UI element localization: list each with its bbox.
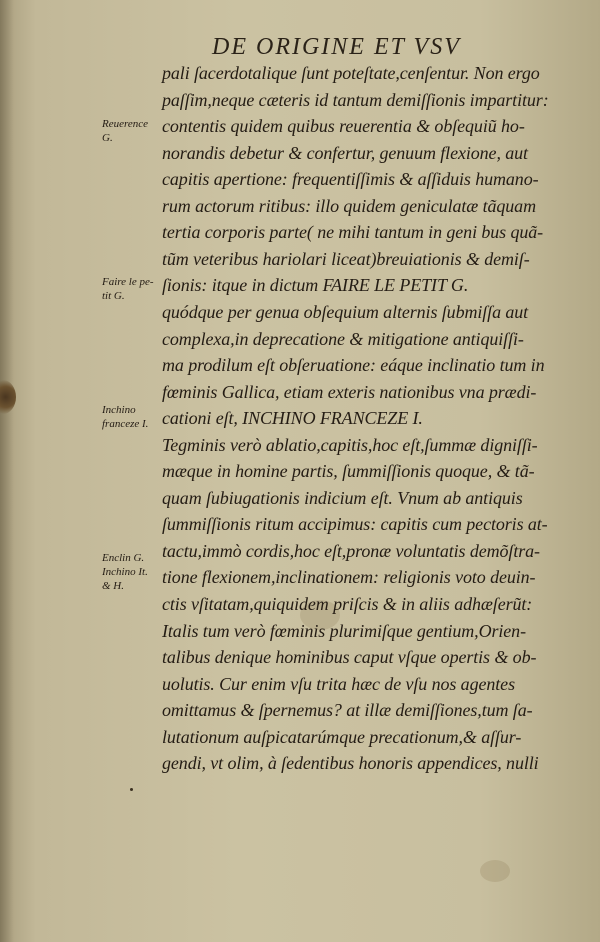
margin-note-line: Inchino It.	[102, 566, 148, 578]
body-line: ctis vſitatam,quiquidem priſcis & in aliis adhæſerũt:	[162, 594, 533, 614]
gutter-shadow	[0, 0, 14, 942]
body-line: norandis debetur & confertur, genuum flexione, aut	[162, 142, 528, 163]
margin-note-line: Faire le pe-	[102, 276, 154, 288]
running-head: DE ORIGINE ET VSV	[212, 34, 461, 60]
body-line: quódque per genua obſequium alternis ſubmiſſa aut	[162, 301, 529, 322]
body-line: quam ſubiugationis indicium eſt. Vnum ab antiquis	[162, 487, 523, 508]
body-line: ſummiſſionis ritum accipimus: capitis cum pectoris at-	[162, 514, 548, 535]
body-line: cationi eſt, INCHINO FRANCEZE I.	[162, 408, 423, 429]
body-line: ma prodilum eſt obſeruatione: eáque inclinatio tum in	[162, 355, 545, 376]
body-line: ſionis: itque in dictum FAIRE LE PETIT G.	[162, 275, 469, 296]
body-line: tactu,immò cordis,hoc eſt,pronæ voluntatis demõſtra-	[162, 540, 540, 561]
margin-note-line: franceze I.	[102, 418, 149, 430]
margin-note-faire-le-petit	[102, 275, 154, 303]
body-line: tertia corporis parte( ne mihi tantum in geni bus quã-	[162, 222, 544, 243]
foxing-spot	[480, 860, 510, 882]
body-line: contentis quidem quibus reuerentia & obſequiũ ho-	[162, 116, 525, 137]
margin-note-line: & H.	[102, 580, 124, 592]
body-line: mæque in homine partis, ſummiſſionis quoque, & tã-	[162, 461, 535, 482]
margin-note-line: G.	[102, 132, 113, 144]
body-line: complexa,in deprecatione & mitigatione antiquiſſi-	[162, 328, 524, 349]
body-line: fœminis Gallica, etiam exteris nationibus vna prædi-	[162, 381, 537, 402]
margin-note-inchino-franceze	[102, 403, 148, 431]
margin-note-line: Reuerence	[102, 118, 149, 130]
body-line: Italis tum verò fœminis plurimiſque gentium,Orien-	[162, 620, 526, 641]
printers-mark	[130, 788, 133, 791]
body-line: pali ſacerdotalique ſunt poteſtate,cenſentur. Non ergo	[162, 63, 540, 83]
margin-note-reuerence	[102, 117, 148, 145]
margin-note-line: Inchino	[102, 404, 136, 416]
body-line: Tegminis verò ablatio,capitis,hoc eſt,ſummæ digniſſi-	[162, 434, 538, 455]
body-line: gendi, vt olim, à ſedentibus honoris appendices, nulli	[162, 753, 539, 774]
margin-note-line: Enclin G.	[102, 552, 145, 564]
body-line: tũm veteribus hariolari liceat)breuiationis & demiſ-	[162, 248, 530, 269]
margin-note-line: tit G.	[102, 290, 125, 302]
margin-note-enclin	[102, 551, 148, 593]
body-line: talibus denique hominibus caput vſque opertis & ob-	[162, 647, 537, 668]
body-line: uolutis. Cur enim vſu trita hæc de vſu nos agentes	[162, 673, 515, 694]
body-line: lutationum auſpicatarúmque precationum,& aſſur-	[162, 726, 522, 747]
body-line: capitis apertione: frequentiſſimis & aſſiduis humano-	[162, 169, 539, 190]
body-line: rum actorum ritibus: illo quidem geniculatæ tãquam	[162, 195, 536, 216]
body-line: paſſim,neque cæteris id tantum demiſſionis impartitur:	[162, 89, 549, 110]
body-line: tione flexionem,inclinationem: religionis voto deuin-	[162, 567, 536, 588]
body-line: omittamus & ſpernemus? at illæ demiſſiones,tum ſa-	[162, 700, 533, 721]
